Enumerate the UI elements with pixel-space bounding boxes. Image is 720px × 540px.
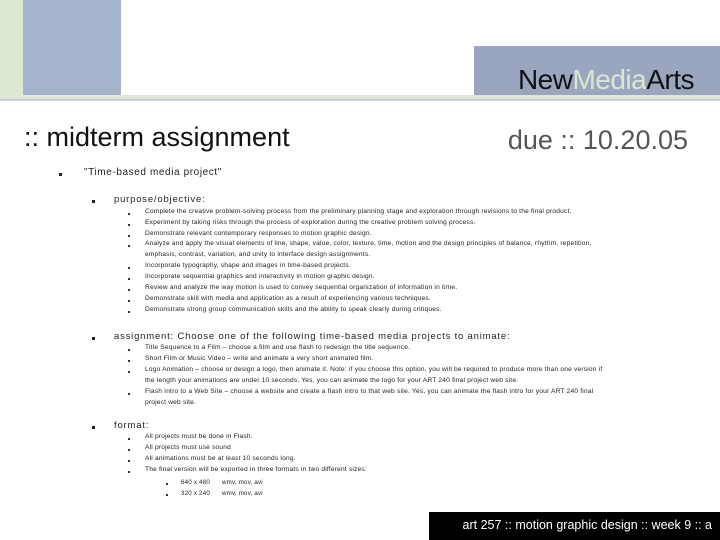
bullet-marker — [92, 337, 95, 340]
purpose-item: Complete the creative problem-solving process from the preliminary planning stage and exploration through revisions to the final product. — [145, 208, 572, 215]
bullet-marker — [92, 426, 95, 429]
bullet-dot — [128, 235, 130, 237]
bullet-dot — [128, 245, 130, 247]
assignment-item: Short Film or Music Video – write and animate a very short animated film. — [145, 355, 374, 362]
brand-part-arts: Arts — [646, 64, 694, 95]
format-item: The final version will be exported in three formats in two different sizes: — [145, 466, 367, 473]
purpose-item: Analyze and apply the visual elements of line, shape, value, color, texture, time, motion and the design principles of balance, rhythm, repetition, — [145, 240, 592, 247]
due-date: due :: 10.20.05 — [507, 125, 688, 155]
bullet-dot — [166, 483, 168, 485]
export-size: 640 x 480 — [181, 479, 210, 486]
brand-part-new: New — [517, 64, 573, 95]
format-item: All projects must use sound — [145, 444, 232, 451]
page-title: :: midterm assignment — [24, 122, 290, 152]
purpose-item: Demonstrate strong group communication skills and the ability to speak clearly during critiques. — [145, 306, 442, 313]
export-formats: wmv, mov, avi — [222, 479, 263, 486]
assignment-item-continued: the length your animations are under 10 seconds. Yes, you can animate the logo for your ART 240 final project web site. — [145, 377, 519, 384]
purpose-item: Demonstrate skill with media and application as a result of experiencing various techniques. — [145, 295, 431, 302]
purpose-item: Demonstrate relevant contemporary responses to motion graphic design. — [145, 230, 372, 237]
header-accent-blue — [23, 0, 121, 95]
header-white-top — [121, 0, 720, 46]
assignment-item-continued: project web site. — [145, 399, 197, 406]
bullet-dot — [128, 300, 130, 302]
brand-logo — [518, 66, 694, 94]
format-item-tail: 10 seconds long. — [240, 455, 296, 462]
bullet-dot — [128, 371, 130, 373]
bullet-dot — [128, 360, 130, 362]
header-divider-strip — [0, 99, 720, 101]
format-item — [145, 455, 296, 462]
format-item-emphasis: at least — [217, 455, 241, 462]
purpose-item: Experiment by taking risks through the process of exploration during the creative problem solving process. — [145, 219, 476, 226]
export-size: 320 x 240 — [181, 490, 210, 497]
bullet-dot — [128, 224, 130, 226]
project-type: "Time-based media project" — [84, 167, 222, 178]
assignment-heading: assignment: Choose one of the following time-based media projects to animate: — [114, 331, 511, 342]
footer-text: art 257 :: motion graphic design :: week 9 :: a — [462, 518, 712, 532]
bullet-dot — [128, 460, 130, 462]
footer-bar — [429, 512, 720, 540]
export-formats: wmv, mov, avi — [222, 490, 263, 497]
bullet-dot — [128, 438, 130, 440]
purpose-item: Incorporate typography, shape and images in time-based projects. — [145, 262, 351, 269]
purpose-item: Review and analyze the way motion is used to convey sequential organization of information in time. — [145, 284, 458, 291]
bullet-dot — [128, 349, 130, 351]
bullet-dot — [128, 471, 130, 473]
format-item: All projects must be done in Flash. — [145, 433, 253, 440]
assignment-item: Title Sequence to a Film – choose a film and use flash to redesign the title sequence. — [145, 344, 411, 351]
bullet-dot — [166, 494, 168, 496]
bullet-dot — [128, 289, 130, 291]
bullet-dot — [128, 449, 130, 451]
purpose-item: Incorporate sequential graphics and interactivity in motion graphic design. — [145, 273, 375, 280]
purpose-heading: purpose/objective: — [114, 194, 206, 205]
purpose-item-continued: emphasis, contrast, variation, and unity to interface design assignments. — [145, 251, 371, 258]
format-item-lead: All animations must be — [145, 455, 218, 462]
assignment-item: Flash Intro to a Web Site – choose a website and create a flash intro to that web site. Yes, you can animate the flash intro for your ART 240 final — [145, 388, 594, 395]
bullet-marker — [92, 200, 95, 203]
bullet-dot — [128, 393, 130, 395]
brand-part-media: Media — [572, 64, 647, 95]
assignment-item: Logo Animation – choose or design a logo, then animate it. Note: if you choose this option, you will be required to produce more than one version if — [145, 366, 603, 373]
bullet-dot — [128, 267, 130, 269]
bullet-dot — [128, 311, 130, 313]
format-heading: format: — [114, 420, 150, 431]
bullet-dot — [128, 213, 130, 215]
header-accent-green — [0, 0, 23, 95]
bullet-dot — [128, 278, 130, 280]
bullet-marker — [59, 173, 62, 176]
